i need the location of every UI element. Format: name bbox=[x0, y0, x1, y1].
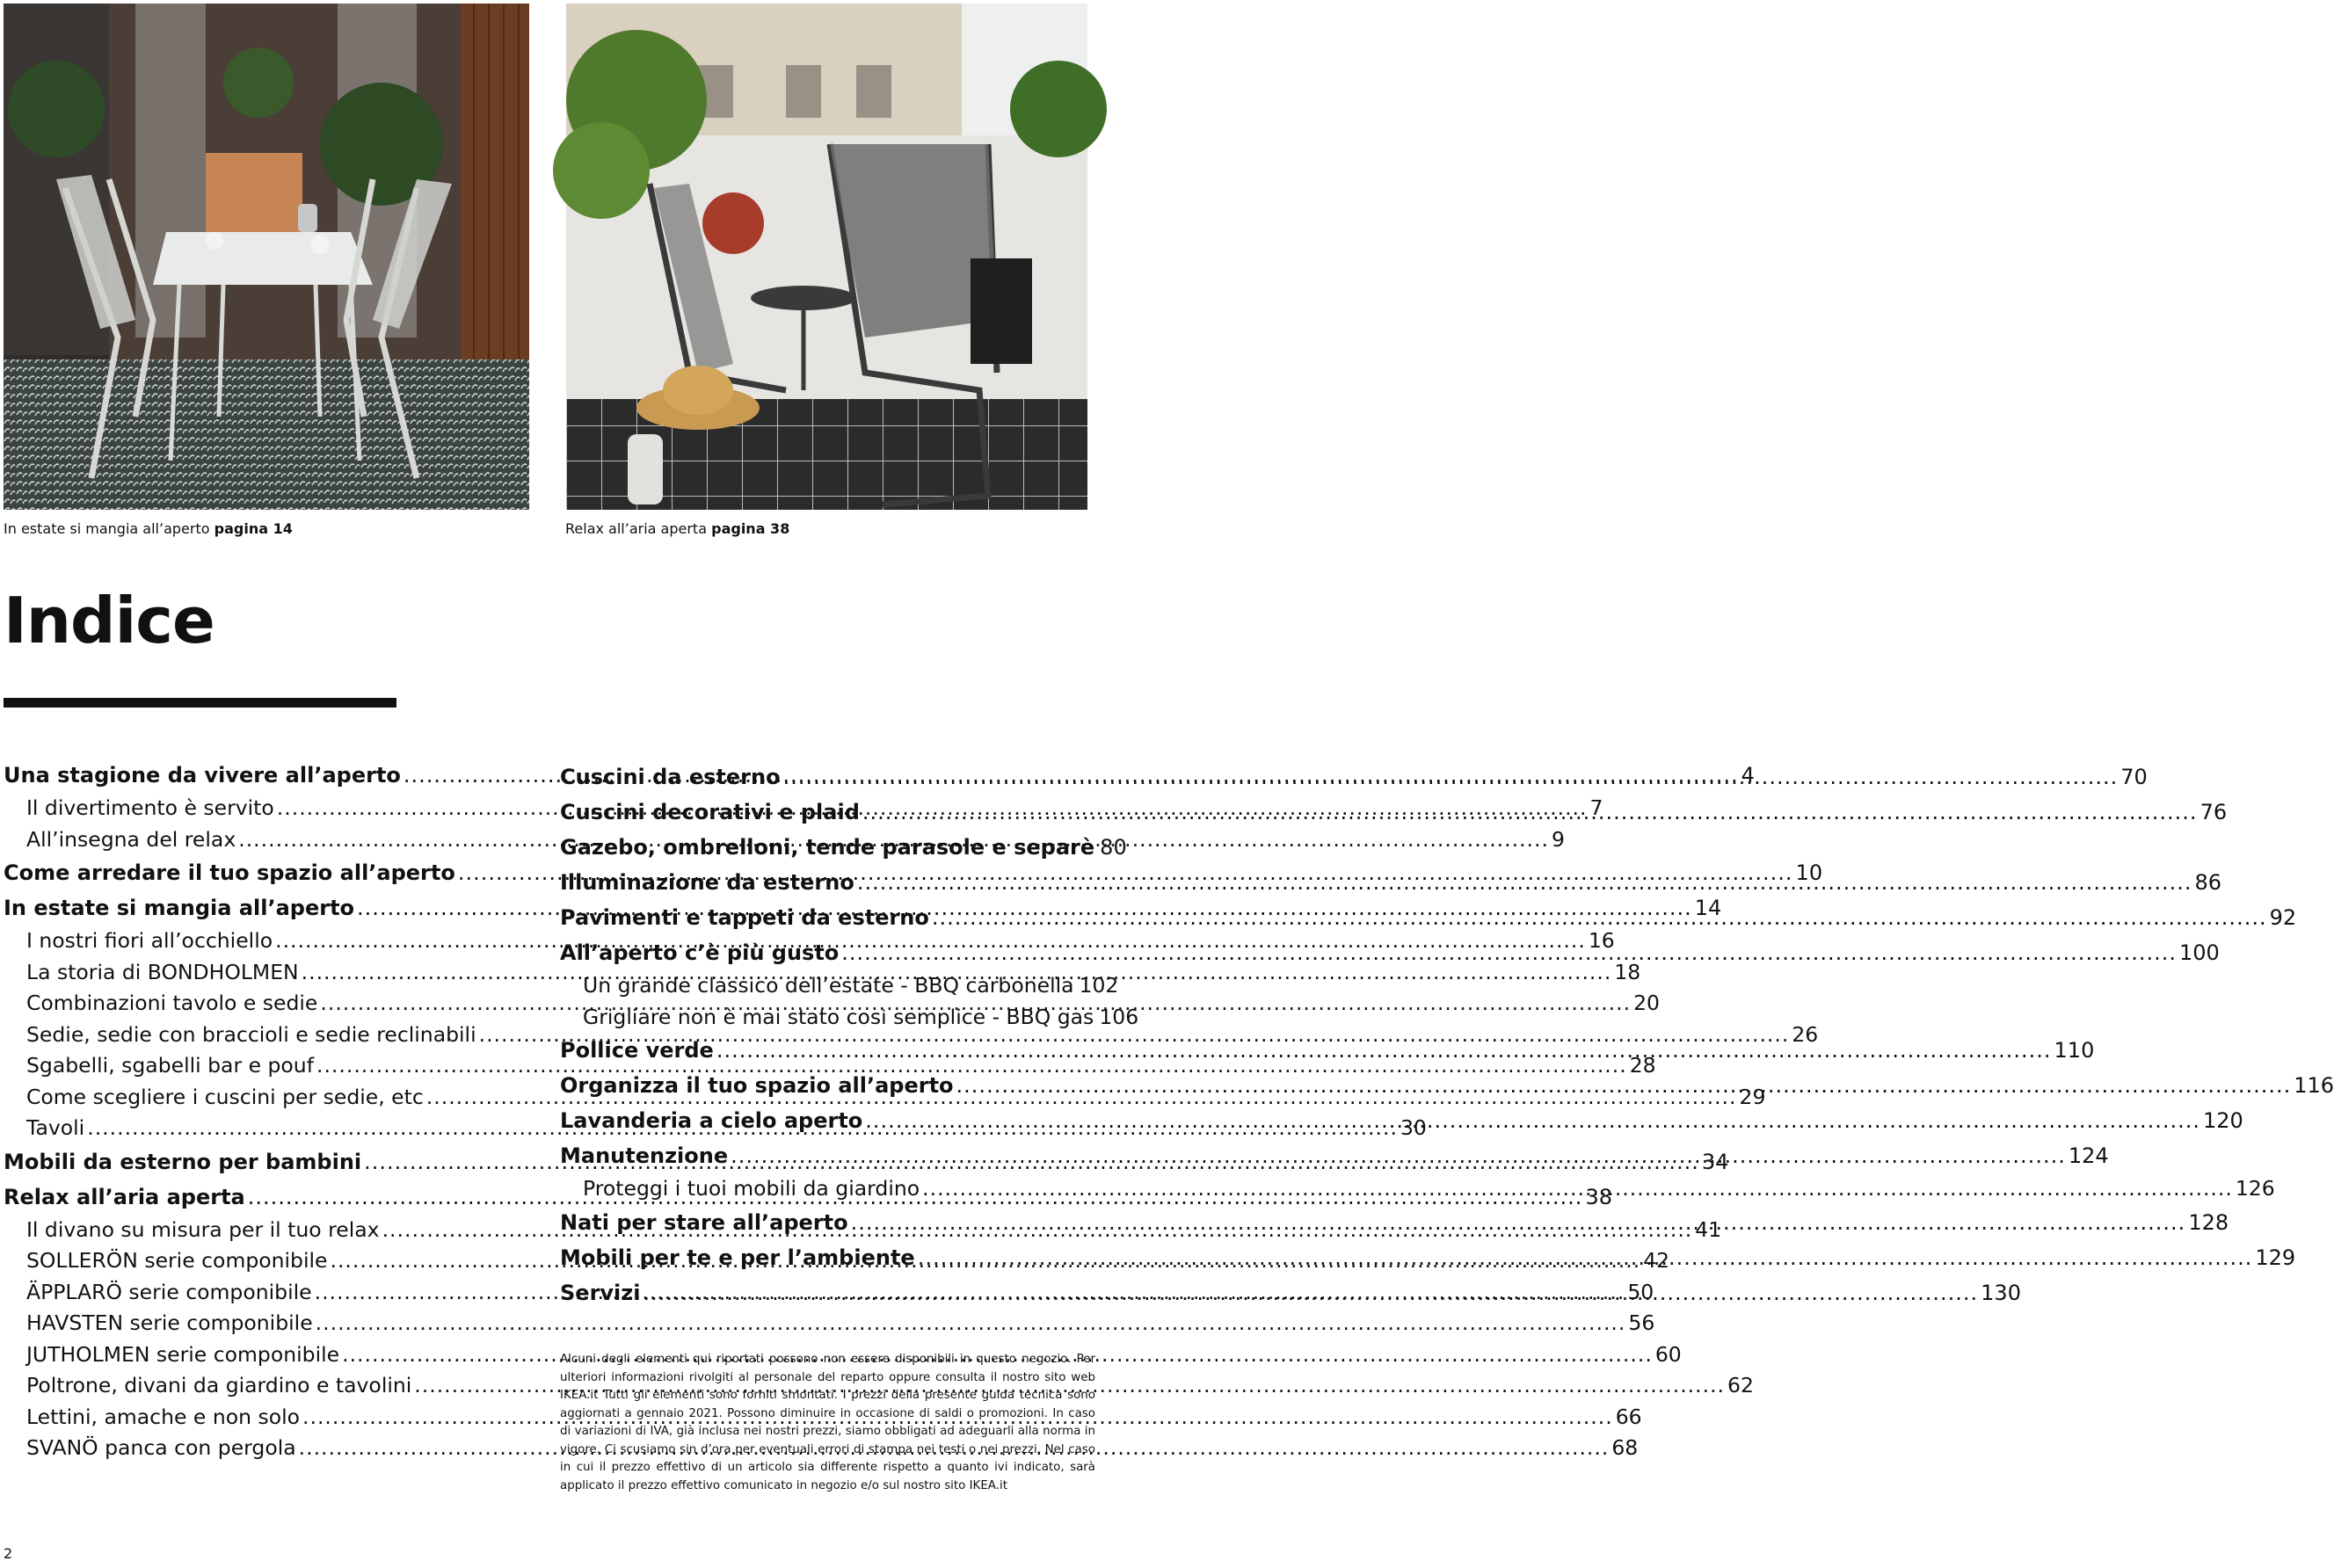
toc-leader-dots bbox=[922, 1173, 2233, 1205]
toc-entry-page: 124 bbox=[2068, 1143, 2109, 1168]
toc-entry-page: 50 bbox=[1627, 1279, 1654, 1304]
toc-entry-page: 102 bbox=[1079, 973, 1119, 998]
toc-entry-label: Mobili per te e per l’ambiente bbox=[560, 1245, 915, 1270]
toc-entry-label: In estate si mangia all’aperto bbox=[4, 896, 355, 920]
toc-entry-label: Illuminazione da esterno bbox=[560, 870, 854, 895]
toc-entry-label: Tavoli bbox=[26, 1115, 85, 1140]
toc-entry[interactable] bbox=[4, 1402, 1642, 1434]
toc-entry-page: 116 bbox=[2294, 1073, 2334, 1098]
toc-entry-page: 92 bbox=[2269, 905, 2297, 930]
toc-leader-dots bbox=[862, 795, 2198, 830]
toc-leader-dots bbox=[643, 1275, 1978, 1310]
toc-entry-label: Manutenzione bbox=[560, 1143, 729, 1168]
toc-entry-page: 18 bbox=[1614, 959, 1641, 984]
caption-relax-text: Relax all’aria aperta bbox=[565, 520, 708, 537]
toc-entry-page: 26 bbox=[1792, 1021, 1819, 1047]
toc-entry-page: 76 bbox=[2199, 800, 2228, 824]
toc-entry-label: Lettini, amache e non solo bbox=[26, 1404, 300, 1429]
toc-entry-page: 126 bbox=[2235, 1176, 2275, 1201]
toc-entry-label: Il divertimento è servito bbox=[26, 795, 274, 820]
toc-entry-label: Proteggi i tuoi mobili da giardino bbox=[583, 1176, 920, 1201]
toc-entry-page: 10 bbox=[1795, 860, 1823, 885]
toc-entry-page: 70 bbox=[2120, 765, 2148, 789]
toc-entry-label: ÄPPLARÖ serie componibile bbox=[26, 1279, 312, 1304]
toc-entry-page: 62 bbox=[1727, 1373, 1754, 1397]
toc-entry-label: Combinazioni tavolo e sedie bbox=[26, 991, 318, 1015]
toc-entry-page: 120 bbox=[2202, 1108, 2243, 1133]
toc-entry-page: 68 bbox=[1611, 1435, 1639, 1460]
toc-entry[interactable] bbox=[560, 1002, 1139, 1034]
page-title: Indice bbox=[4, 584, 214, 657]
toc-entry-label: Lavanderia a cielo aperto bbox=[560, 1108, 863, 1133]
toc-entry-label: I nostri fiori all’occhiello bbox=[26, 928, 273, 953]
toc-entry-page: 16 bbox=[1588, 928, 1615, 953]
toc-entry-label: SVANÖ panca con pergola bbox=[26, 1435, 296, 1460]
toc-entry-label: Poltrone, divani da giardino e tavolini bbox=[26, 1373, 412, 1397]
toc-entry-page: 80 bbox=[1100, 835, 1127, 860]
toc-leader-dots bbox=[851, 1205, 2186, 1240]
toc-entry-page: 42 bbox=[1643, 1248, 1670, 1273]
toc-entry-page: 9 bbox=[1551, 826, 1565, 852]
toc-entry-page: 41 bbox=[1695, 1216, 1722, 1242]
toc-entry-page: 129 bbox=[2255, 1245, 2296, 1270]
toc-entry-label: All’aperto c’è più gusto bbox=[560, 940, 840, 965]
toc-entry-label: Organizza il tuo spazio all’aperto bbox=[560, 1073, 954, 1098]
toc-entry-page: 14 bbox=[1694, 896, 1722, 920]
toc-entry-page: 106 bbox=[1099, 1004, 1139, 1029]
toc-leader-dots bbox=[841, 935, 2177, 970]
toc-entry[interactable] bbox=[560, 759, 2148, 795]
toc-entry-page: 30 bbox=[1400, 1115, 1427, 1140]
toc-entry-page: 130 bbox=[1981, 1280, 2021, 1305]
toc-entry-label: Relax all’aria aperta bbox=[4, 1184, 245, 1209]
toc-entry-label: Il divano su misura per il tuo relax bbox=[26, 1216, 380, 1242]
toc-entry-page: 4 bbox=[1741, 763, 1755, 788]
toc-entry[interactable] bbox=[560, 830, 1127, 865]
toc-entry-page: 100 bbox=[2178, 940, 2220, 965]
toc-entry[interactable] bbox=[560, 970, 1119, 1002]
toc-entry-page: 86 bbox=[2194, 870, 2222, 895]
toc-entry-page: 128 bbox=[2188, 1209, 2229, 1235]
toc-entry-page: 66 bbox=[1615, 1404, 1642, 1429]
toc-entry-page: 7 bbox=[1589, 795, 1603, 820]
toc-entry-label: JUTHOLMEN serie componibile bbox=[26, 1341, 340, 1367]
toc-entry-page: 28 bbox=[1629, 1053, 1656, 1078]
toc-entry-label: Cuscini decorativi e plaid bbox=[560, 800, 860, 824]
toc-entry-page: 20 bbox=[1633, 991, 1660, 1015]
relax-photo bbox=[566, 4, 1087, 510]
toc-entry-label: Un grande classico dell’estate - BBQ carbonella bbox=[583, 973, 1074, 998]
toc-entry-page: 38 bbox=[1585, 1184, 1612, 1209]
toc-entry-label: Una stagione da vivere all’aperto bbox=[4, 763, 401, 788]
toc-entry-label: Gazebo, ombrelloni, tende parasole e separè bbox=[560, 835, 1095, 860]
toc-leader-dots bbox=[918, 1240, 2253, 1275]
caption-dining-text: In estate si mangia all’aperto bbox=[4, 520, 210, 537]
toc-leader-dots bbox=[857, 865, 2192, 900]
caption-dining-page: pagina 14 bbox=[214, 520, 293, 537]
toc-entry[interactable] bbox=[4, 1339, 1682, 1371]
toc-entry-label: Pollice verde bbox=[560, 1038, 714, 1063]
caption-dining bbox=[4, 520, 293, 537]
toc-entry[interactable] bbox=[560, 795, 2228, 830]
page-number: 2 bbox=[4, 1545, 13, 1562]
toc-entry[interactable] bbox=[4, 1370, 1754, 1402]
toc-entry-label: All’insegna del relax bbox=[26, 826, 236, 852]
toc-entry-page: 56 bbox=[1628, 1310, 1655, 1335]
title-rule bbox=[4, 698, 396, 708]
toc-leader-dots bbox=[316, 1308, 1626, 1339]
toc-entry-label: HAVSTEN serie componibile bbox=[26, 1310, 313, 1335]
caption-relax bbox=[565, 520, 789, 537]
toc-leader-dots bbox=[932, 900, 2267, 935]
toc-entry-page: 34 bbox=[1701, 1149, 1729, 1174]
toc-entry-label: SOLLERÖN serie componibile bbox=[26, 1248, 328, 1273]
toc-entry-label: Servizi bbox=[560, 1280, 641, 1305]
caption-relax-page: pagina 38 bbox=[711, 520, 790, 537]
toc-leader-dots bbox=[865, 1103, 2200, 1138]
disclaimer-footnote: Alcuni degli elementi qui riportati possono non essere disponibili in questo negozio. Per ulteriori informazioni rivolgiti al personale del reparto oppure consulta il nostro sito web IKEA.it Tutti gli elementi sono forniti smontati. I prezzi della presente guida tecnica sono aggiornati a gennaio 2021. Possono diminuire in occasione di saldi o promozioni. In caso di variazioni di IVA, già inclusa nei nostri prezzi, siamo obbligati ad adeguarli alla norma in vigore. Ci scusiamo sin d’ora per eventuali errori di stampa nei testi o nei prezzi. Nel caso in cui il prezzo effettivo di un articolo sia differente rispetto a quanto ivi indicato, sarà applicato il prezzo effettivo comunicato in negozio e/o sul nostro sito IKEA.it bbox=[560, 1353, 1095, 1492]
toc-leader-dots bbox=[716, 1033, 2052, 1068]
toc-entry[interactable] bbox=[4, 1433, 1639, 1464]
dining-photo bbox=[4, 4, 529, 510]
toc-leader-dots bbox=[731, 1138, 2066, 1173]
toc-leader-dots bbox=[956, 1068, 2292, 1103]
toc-entry-page: 110 bbox=[2054, 1038, 2095, 1063]
toc-entry-label: Sgabelli, sgabelli bar e pouf bbox=[26, 1053, 314, 1078]
toc-entry-page: 60 bbox=[1654, 1341, 1682, 1367]
toc-entry-label: Come scegliere i cuscini per sedie, etc bbox=[26, 1084, 424, 1109]
toc-entry-label: Come arredare il tuo spazio all’aperto bbox=[4, 860, 455, 885]
toc-entry-label: Nati per stare all’aperto bbox=[560, 1209, 848, 1235]
toc-entry-page: 29 bbox=[1739, 1084, 1766, 1109]
toc-entry-label: Sedie, sedie con braccioli e sedie reclinabili bbox=[26, 1021, 476, 1047]
toc-leader-dots bbox=[783, 759, 2119, 795]
toc-entry-label: Grigliare non è mai stato così semplice - BBQ gas bbox=[583, 1004, 1094, 1029]
toc-entry-label: Mobili da esterno per bambini bbox=[4, 1149, 362, 1174]
toc-entry-label: Pavimenti e tappeti da esterno bbox=[560, 905, 929, 930]
toc-entry-label: Cuscini da esterno bbox=[560, 765, 781, 789]
toc-entry[interactable] bbox=[4, 1308, 1655, 1339]
toc-entry-label: La storia di BONDHOLMEN bbox=[26, 959, 299, 984]
